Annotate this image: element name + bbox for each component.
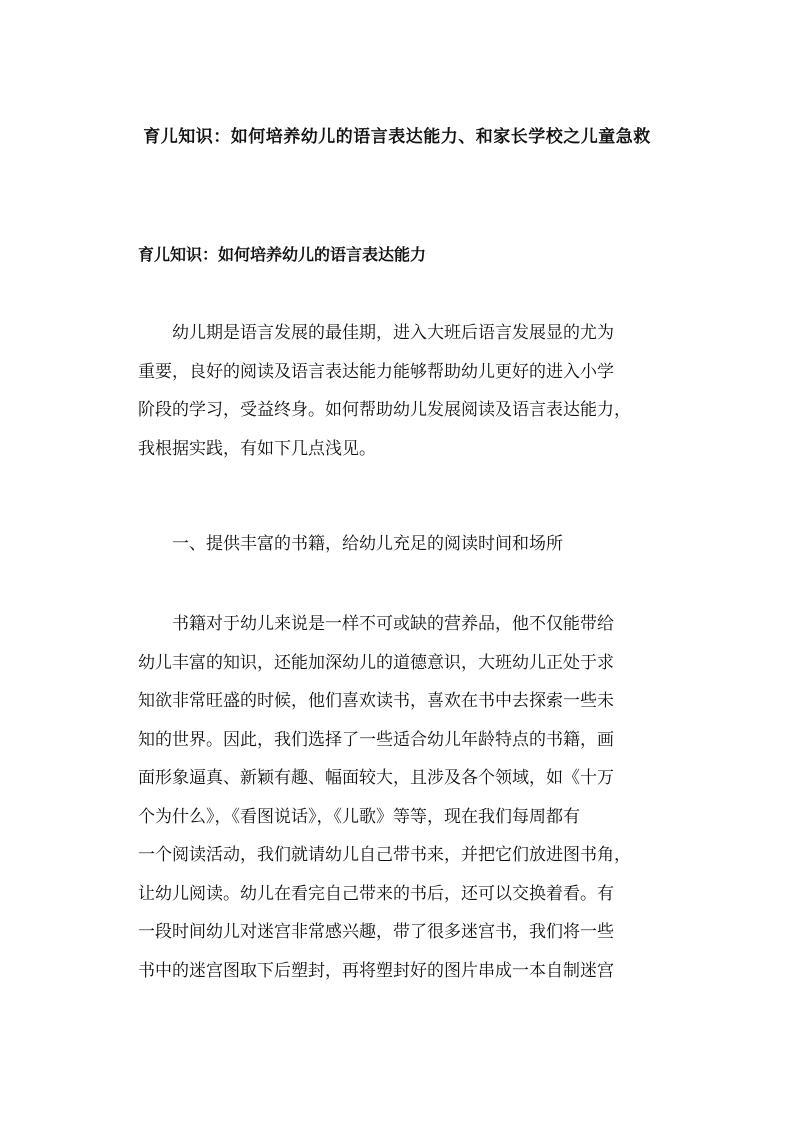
- paragraph-line: 阶段的学习，受益终身。如何帮助幼儿发展阅读及语言表达能力，: [138, 400, 631, 420]
- paragraph-line: 书中的迷宫图取下后塑封，再将塑封好的图片串成一本自制迷宫: [138, 960, 614, 981]
- paragraph-line: 知欲非常旺盛的时候，他们喜欢读书，喜欢在书中去探索一些未: [138, 691, 614, 711]
- paragraph-line: 我根据实践，有如下几点浅见。: [138, 438, 376, 459]
- section-title: 育儿知识：如何培养幼儿的语言表达能力: [138, 245, 427, 264]
- document-title: 育儿知识：如何培养幼儿的语言表达能力、和家长学校之儿童急救: [143, 127, 651, 147]
- subheading-one: 一、提供丰富的书籍，给幼儿充足的阅读时间和场所: [172, 534, 563, 554]
- paragraph-intro: [138, 314, 658, 468]
- paragraph-books: [138, 605, 658, 990]
- paragraph-line: 幼儿期是语言发展的最佳期，进入大班后语言发展显的尤为: [172, 323, 614, 343]
- paragraph-line: 一个阅读活动，我们就请幼儿自己带书来，并把它们放进图书角，: [138, 845, 631, 865]
- paragraph-line: 让幼儿阅读。幼儿在看完自己带来的书后，还可以交换着看。有: [138, 883, 614, 904]
- paragraph-line: 个为什么》，《看图说话》，《儿歌》等等，现在我们每周都有: [138, 806, 580, 827]
- paragraph-line: 面形象逼真、新颖有趣、幅面较大，且涉及各个领域，如《十万: [138, 768, 614, 788]
- paragraph-line: 书籍对于幼儿来说是一样不可或缺的营养品，他不仅能带给: [172, 614, 614, 634]
- paragraph-line: 知的世界。因此，我们选择了一些适合幼儿年龄特点的书籍，画: [138, 729, 614, 750]
- paragraph-line: 一段时间幼儿对迷宫非常感兴趣，带了很多迷宫书，我们将一些: [138, 922, 614, 942]
- paragraph-line: 幼儿丰富的知识，还能加深幼儿的道德意识，大班幼儿正处于求: [138, 652, 614, 673]
- paragraph-line: 重要，良好的阅读及语言表达能力能够帮助幼儿更好的进入小学: [138, 361, 614, 382]
